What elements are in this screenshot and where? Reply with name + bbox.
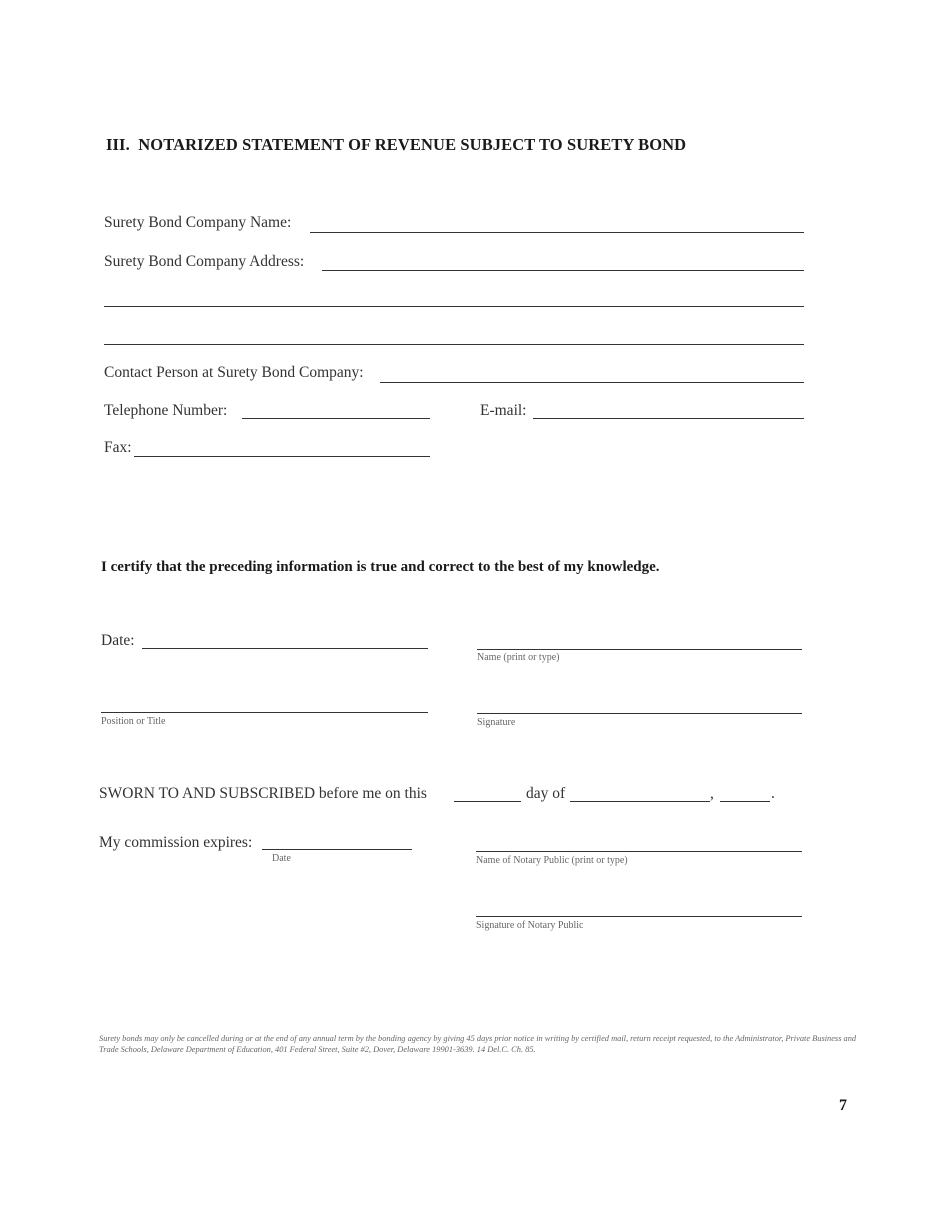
commission-date-caption: Date	[272, 853, 291, 864]
signature-caption: Signature	[477, 717, 516, 728]
position-field[interactable]	[101, 712, 428, 713]
notary-name-caption: Name of Notary Public (print or type)	[476, 855, 628, 866]
company-name-field[interactable]	[310, 232, 804, 233]
fax-field[interactable]	[134, 456, 430, 457]
sworn-year-field[interactable]	[720, 801, 770, 802]
email-label: E-mail:	[480, 402, 527, 419]
notary-signature-caption: Signature of Notary Public	[476, 920, 584, 931]
date-field[interactable]	[142, 648, 428, 649]
telephone-field[interactable]	[242, 418, 430, 419]
contact-person-label: Contact Person at Surety Bond Company:	[104, 364, 364, 381]
sworn-prefix: SWORN TO AND SUBSCRIBED before me on this	[99, 785, 427, 802]
commission-date-field[interactable]	[262, 849, 412, 850]
sworn-period: .	[771, 785, 775, 802]
page-number: 7	[839, 1097, 847, 1114]
certification-statement: I certify that the preceding information is true and correct to the best of my knowledge.	[101, 559, 660, 575]
notary-signature-field[interactable]	[476, 916, 802, 917]
company-address-label: Surety Bond Company Address:	[104, 253, 305, 270]
sworn-day-field[interactable]	[454, 801, 521, 802]
contact-person-field[interactable]	[380, 382, 804, 383]
commission-label: My commission expires:	[99, 834, 253, 851]
sworn-month-field[interactable]	[570, 801, 710, 802]
name-caption: Name (print or type)	[477, 652, 560, 663]
notary-name-field[interactable]	[476, 851, 802, 852]
telephone-label: Telephone Number:	[104, 402, 228, 419]
company-address-field-1[interactable]	[322, 270, 804, 271]
company-name-label: Surety Bond Company Name:	[104, 214, 292, 231]
fax-label: Fax:	[104, 439, 132, 456]
section-title: NOTARIZED STATEMENT OF REVENUE SUBJECT TO SURETY BOND	[138, 135, 687, 154]
email-field[interactable]	[533, 418, 804, 419]
position-caption: Position or Title	[101, 716, 166, 727]
name-field[interactable]	[477, 649, 802, 650]
company-address-field-3[interactable]	[104, 344, 804, 345]
section-number: III.	[106, 135, 130, 154]
date-label: Date:	[101, 632, 135, 649]
footnote: Surety bonds may only be cancelled during or at the end of any annual term by the bonding agency by giving 45 days prior notice in writing by certified mail, return receipt requested, to the Administrator, Private Business and Trade Schools, Delaware Department of Education, 401 Federal Street, Suite #2, Dover, Delaware 19901-3639. 14 Del.C. Ch. 85.	[99, 1034, 857, 1054]
section-heading	[106, 135, 686, 155]
signature-field[interactable]	[477, 713, 802, 714]
company-address-field-2[interactable]	[104, 306, 804, 307]
sworn-day-of: day of	[526, 785, 566, 802]
sworn-comma: ,	[710, 785, 714, 802]
